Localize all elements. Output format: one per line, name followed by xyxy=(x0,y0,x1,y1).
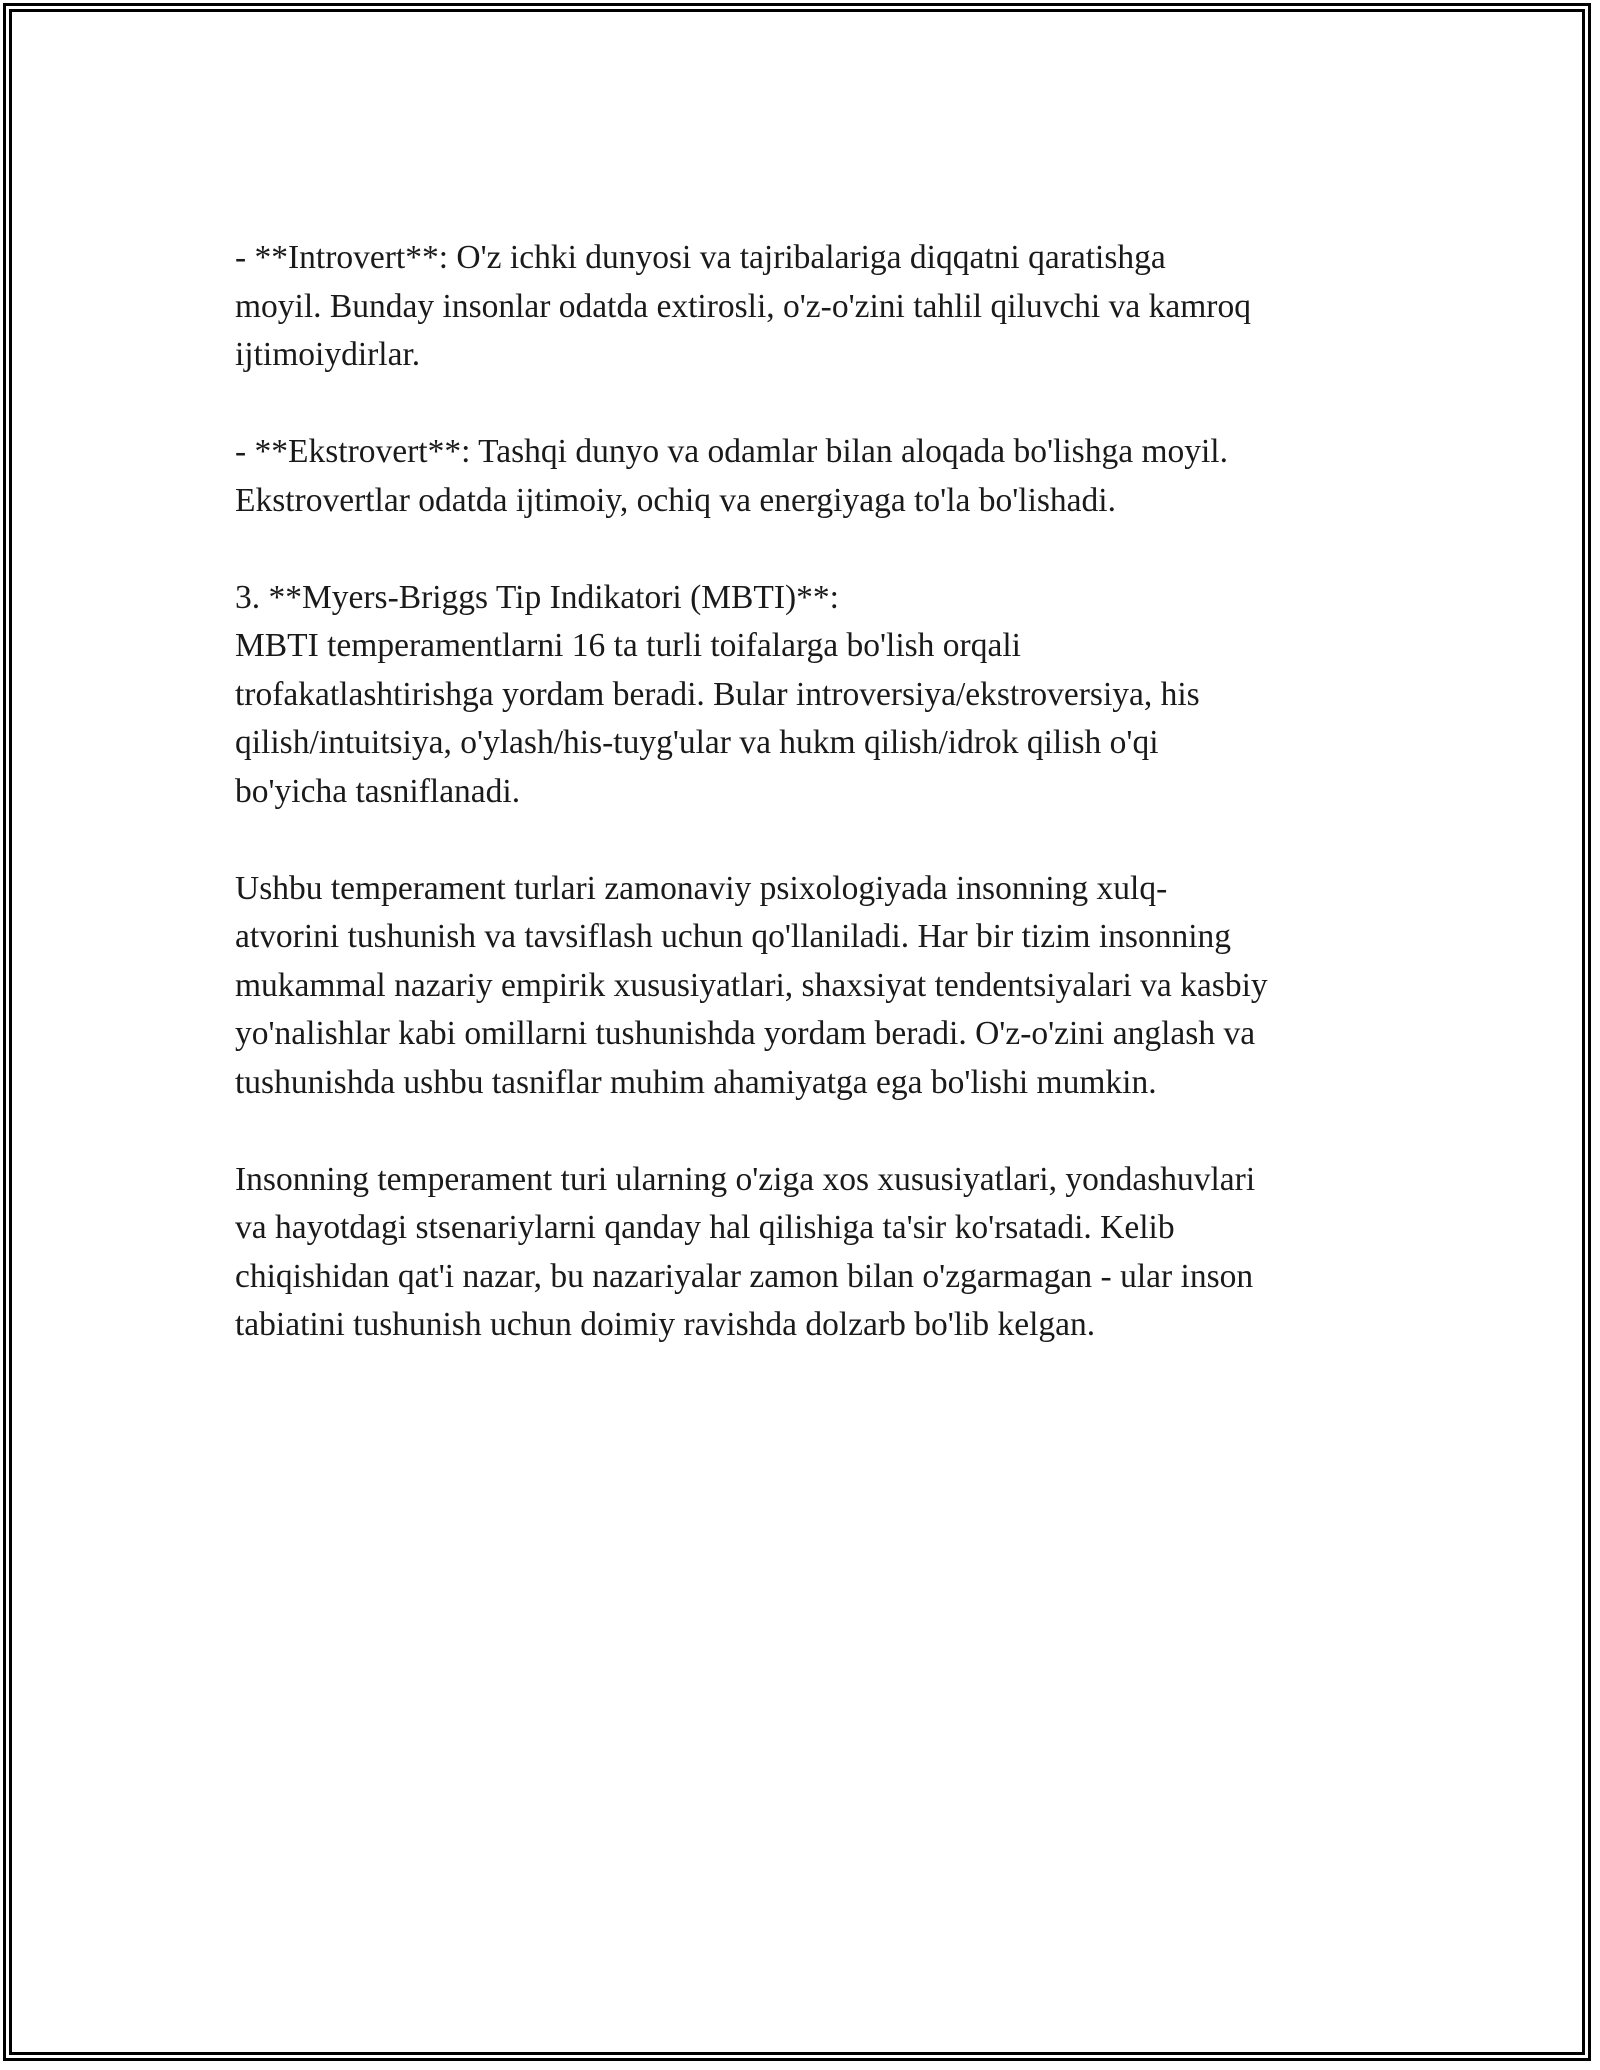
paragraph-conclusion: Insonning temperament turi ularning o'ziga xos xususiyatlari, yondashuvlari va hayotdagi stsenariylarni qanday hal qilishiga ta'sir ko'rsatadi. Kelib chiqishidan qat'i nazar, bu nazariyalar zamon bilan o'zgarmagan - ular inson tabiatini tushunish uchun doimiy ravishda dolzarb bo'lib kelgan. xyxy=(235,1160,1256,1343)
document-body xyxy=(235,234,1375,1398)
paragraph-mbti: 3. **Myers-Briggs Tip Indikatori (MBTI)**: MBTI temperamentlarni 16 ta turli toifalarga bo'lish orqali trofakatlashtirishga yordam beradi. Bular introversiya/ekstroversiya, his qilish/intuitsiya, o'ylash/his-tuyg'ular va hukm qilish/idrok qilish o'qi bo'yicha tasniflanadi. xyxy=(235,578,1200,810)
paragraph-ekstrovert: - **Ekstrovert**: Tashqi dunyo va odamlar bilan aloqada bo'lishga moyil. Ekstrovertlar odatda ijtimoiy, ochiq va energiyaga to'la bo'lishadi. xyxy=(235,433,1228,519)
paragraph-usage: Ushbu temperament turlari zamonaviy psixologiyada insonning xulq- atvorini tushunish va tavsiflash uchun qo'llaniladi. Har bir tizim insonning mukammal nazariy empirik xususiyatlari, shaxsiyat tendentsiyalari va kasbiy yo'nalishlar kabi omillarni tushunishda yordam beradi. O'z-o'zini anglash va tushunishda ushbu tasniflar muhim ahamiyatga ega bo'lishi mumkin. xyxy=(235,869,1268,1101)
paragraph-introvert: - **Introvert**: O'z ichki dunyosi va tajribalariga diqqatni qaratishga moyil. Bunday insonlar odatda extirosli, o'z-o'zini tahlil qiluvchi va kamroq ijtimoiydirlar. xyxy=(235,239,1251,373)
